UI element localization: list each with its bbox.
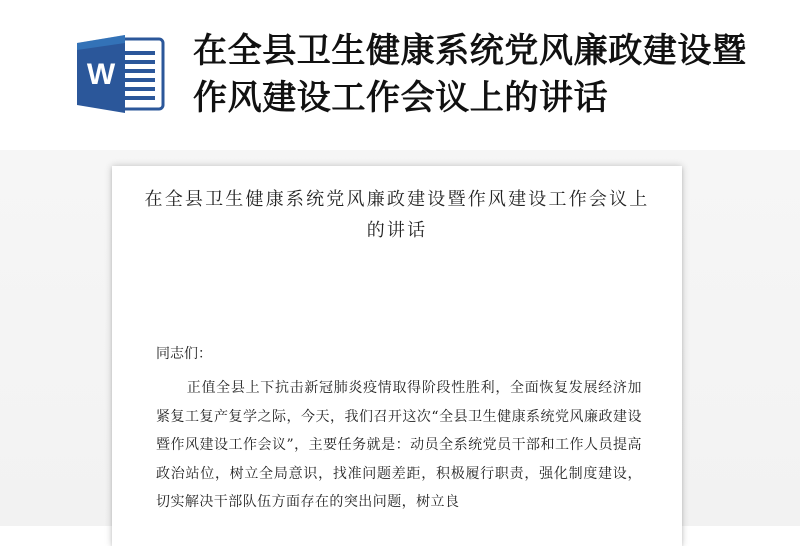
header-banner: [0, 0, 800, 150]
word-icon: [75, 33, 165, 115]
body-paragraph: 正值全县上下抗击新冠肺炎疫情取得阶段性胜利，全面恢复发展经济加紧复工复产复学之际，今天，我们召开这次“全县卫生健康系统党风廉政建设暨作风建设工作会议”，主要任务就是：动员全系统党员干部和工作人员提高政治站位，树立全局意识，找准问题差距，积极履行职责，强化制度建设，切实解决干部队伍方面存在的突出问题，树立良: [156, 380, 642, 510]
document-title: 在全县卫生健康系统党风廉政建设暨作风建设工作会议上的讲话: [144, 189, 650, 241]
salutation: 同志们：: [156, 346, 212, 362]
document-page: [112, 166, 682, 546]
header-title: 在全县卫生健康系统党风廉政建设暨作风建设工作会议上的讲话: [193, 31, 747, 118]
word-icon-letter: W: [86, 58, 116, 91]
